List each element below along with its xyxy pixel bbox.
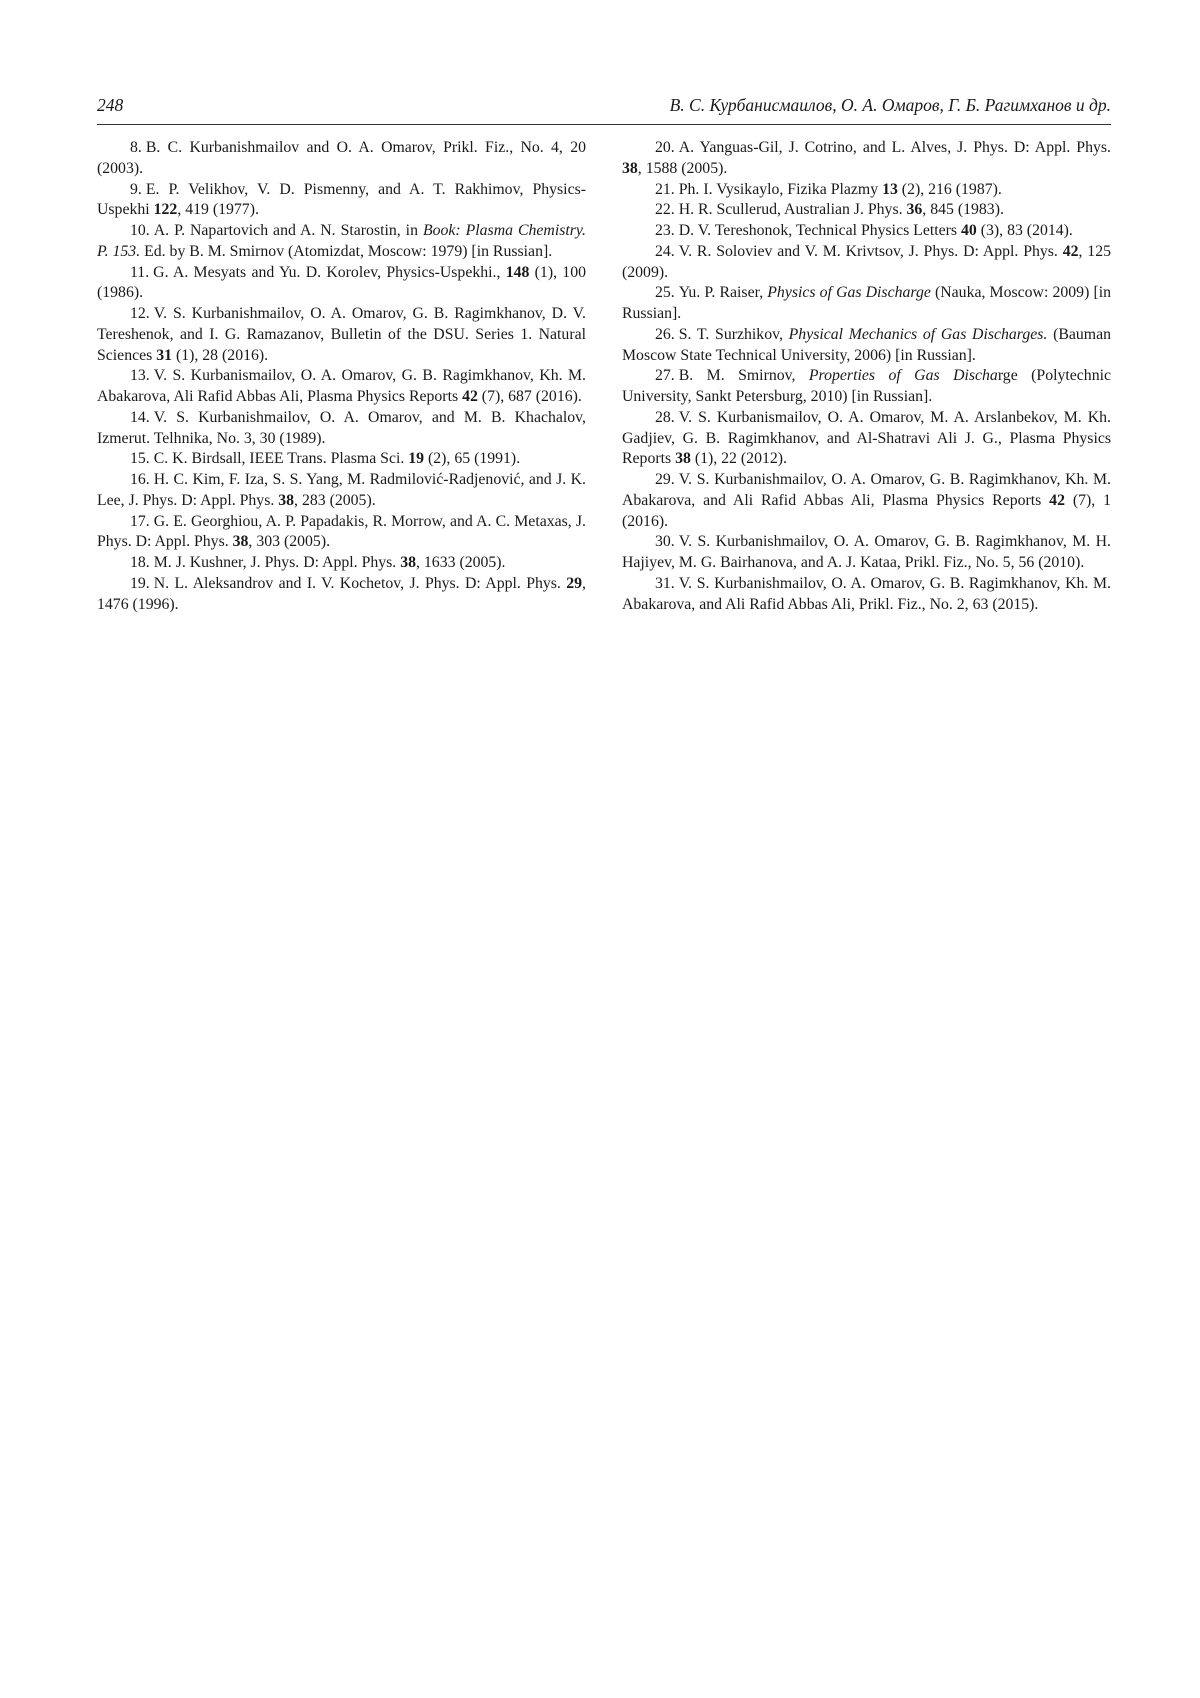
reference-text: H. R. Scullerud, Australian J. Phys. (678, 201, 907, 219)
reference-text: , 1588 (2005). (637, 159, 728, 177)
references-left-column (97, 138, 586, 615)
reference-text: V. S. Kurbanishmailov, O. A. Omarov, G. B. Ragimkhanov, Kh. M. Abakarova, and Ali Rafid Abbas Ali, Prikl. Fiz., No. 2, 63 (2015). (622, 574, 1111, 613)
reference-text: (7), 1 (2016). (622, 491, 1111, 530)
reference-item (97, 263, 586, 305)
reference-item (622, 574, 1111, 616)
reference-text: V. S. Kurbanishmailov, O. A. Omarov, G. B. Ragimkhanov, D. V. Tereshenok, and I. G. Ramazanov, Bulletin of the DSU. Series 1. Natural Sciences (97, 305, 586, 364)
reference-text: V. S. Kurbanishmailov, O. A. Omarov, G. B. Ragimkhanov, M. H. Hajiyev, M. G. Bairhanova, and A. J. Kataa, Prikl. Fiz., No. 5, 56 (2010). (622, 533, 1111, 571)
reference-item (622, 242, 1111, 284)
reference-text: (1), 28 (2016). (172, 346, 269, 364)
reference-number: 28. (655, 408, 675, 426)
reference-volume: 148 (505, 263, 530, 281)
reference-volume: 42 (1062, 242, 1079, 260)
reference-text: (1), 22 (2012). (690, 450, 787, 468)
page-number: 248 (97, 95, 124, 115)
reference-title: Properties of Gas Discha (808, 367, 998, 385)
reference-volume: 38 (400, 554, 416, 571)
reference-item (622, 200, 1111, 221)
reference-number: 24. (655, 242, 675, 260)
reference-text: V. S. Kurbanishmailov, O. A. Omarov, G. B. Ragimkhanov, Kh. M. Abakarova, and Ali Rafid Abbas Ali, Plasma Physics Reports (622, 471, 1111, 509)
reference-number: 18. (130, 554, 150, 571)
reference-number: 19. (130, 574, 150, 592)
reference-item (97, 470, 586, 512)
reference-volume: 122 (153, 201, 178, 219)
reference-text: E. P. Velikhov, V. D. Pismenny, and A. T. Rakhimov, Physics-Uspekhi (97, 180, 586, 219)
references-right-column (622, 138, 1111, 615)
reference-item (97, 221, 586, 263)
reference-number: 23. (655, 222, 675, 239)
reference-text: G. E. Georghiou, A. P. Papadakis, R. Morrow, and A. C. Metaxas, J. Phys. D: Appl. Phys. (97, 512, 586, 551)
reference-number: 17. (130, 512, 150, 530)
reference-title: Physics of Gas Discharge (767, 284, 931, 302)
running-head-authors: В. С. Курбанисмаилов, О. А. Омаров, Г. Б. Рагимханов и др. (669, 95, 1111, 115)
reference-item (97, 553, 586, 574)
reference-number: 22. (655, 201, 675, 219)
reference-text: A. P. Napartovich and A. N. Starostin, in (153, 222, 423, 239)
reference-item (97, 138, 586, 180)
reference-number: 26. (655, 325, 675, 343)
reference-volume: 38 (232, 533, 249, 551)
reference-text: (2), 216 (1987). (897, 180, 1002, 198)
reference-item (97, 304, 586, 366)
reference-text: (1), 100 (1986). (97, 263, 586, 302)
reference-number: 8. (130, 139, 142, 156)
reference-volume: 29 (566, 574, 583, 592)
reference-number: 12. (130, 305, 150, 322)
reference-item (622, 470, 1111, 532)
reference-number: 21. (655, 180, 675, 198)
reference-title: Book: Plasma Chemistry. P. 153. (97, 222, 586, 260)
reference-text: , 283 (2005). (294, 491, 376, 509)
reference-number: 29. (655, 471, 675, 488)
reference-text: B. M. Smirnov, (678, 367, 809, 385)
reference-text: G. A. Mesyats and Yu. D. Korolev, Physics-Uspekhi., (153, 263, 506, 281)
running-head (97, 92, 1111, 118)
reference-text: , 845 (1983). (922, 201, 1004, 219)
reference-volume: 31 (156, 346, 173, 364)
reference-number: 9. (130, 180, 142, 198)
reference-volume: 42 (1049, 491, 1065, 509)
reference-number: 30. (655, 533, 675, 551)
reference-volume: 40 (961, 222, 977, 239)
reference-text: , 1476 (1996). (97, 574, 586, 613)
reference-volume: 38 (278, 491, 295, 509)
reference-item (97, 180, 586, 222)
reference-text: , 1633 (2005). (416, 554, 506, 571)
reference-item (97, 512, 586, 554)
reference-text: (Nauka, Moscow: 2009) [in Russian]. (622, 284, 1111, 322)
reference-item (622, 325, 1111, 367)
reference-text: (2), 65 (1991). (424, 450, 521, 468)
reference-text: S. T. Surzhikov, (678, 325, 789, 343)
reference-number: 11. (130, 263, 150, 281)
reference-text: (Bauman Moscow State Technical University, 2006) [in Russian]. (622, 325, 1111, 364)
reference-number: 10. (130, 222, 150, 239)
reference-number: 16. (130, 471, 150, 488)
reference-text: Yu. P. Raiser, (678, 284, 768, 302)
reference-item (622, 408, 1111, 470)
reference-item (97, 408, 586, 450)
reference-text: C. K. Birdsall, IEEE Trans. Plasma Sci. (153, 450, 409, 468)
reference-item (97, 366, 586, 408)
reference-text: M. J. Kushner, J. Phys. D: Appl. Phys. (153, 554, 401, 571)
reference-number: 31. (655, 574, 675, 592)
reference-item (97, 574, 586, 616)
reference-text: , 303 (2005). (248, 533, 331, 551)
reference-volume: 38 (675, 450, 691, 468)
reference-text: V. S. Kurbanismailov, O. A. Omarov, G. B. Ragimkhanov, Kh. M. Abakarova, Ali Rafid Abbas Ali, Plasma Physics Reports (97, 367, 586, 405)
reference-number: 13. (130, 367, 150, 385)
reference-text: V. R. Soloviev and V. M. Krivtsov, J. Phys. D: Appl. Phys. (678, 242, 1063, 260)
reference-text: (3), 83 (2014). (976, 222, 1073, 239)
header-rule (97, 124, 1111, 125)
reference-volume: 13 (882, 180, 898, 198)
reference-text: , 125 (2009). (622, 242, 1111, 281)
reference-number: 27. (655, 367, 675, 385)
reference-text: V. S. Kurbanishmailov, O. A. Omarov, and M. B. Khachalov, Izmerut. Telhnika, No. 3, 30 (1989). (97, 408, 586, 447)
reference-text: A. Yanguas-Gil, J. Cotrino, and L. Alves, J. Phys. D: Appl. Phys. (678, 139, 1111, 156)
reference-item (622, 366, 1111, 408)
reference-title: Physical Mechanics of Gas Discharges. (788, 325, 1048, 343)
reference-text: , 419 (1977). (177, 201, 259, 219)
reference-volume: 36 (906, 201, 923, 219)
reference-number: 14. (130, 408, 150, 426)
reference-item (622, 138, 1111, 180)
reference-item (622, 283, 1111, 325)
reference-item (622, 532, 1111, 574)
reference-item (97, 449, 586, 470)
reference-text: H. C. Kim, F. Iza, S. S. Yang, M. Radmilović-Radjenović, and J. K. Lee, J. Phys. D: Appl. Phys. (97, 471, 586, 509)
reference-volume: 42 (462, 388, 478, 405)
reference-text: Ph. I. Vysikaylo, Fizika Plazmy (678, 180, 883, 198)
reference-text: N. L. Aleksandrov and I. V. Kochetov, J. Phys. D: Appl. Phys. (153, 574, 567, 592)
reference-text: V. S. Kurbanismailov, O. A. Omarov, M. A. Arslanbekov, M. Kh. Gadjiev, G. B. Ragimkhanov, and Al-Shatravi Ali J. G., Plasma Physics Reports (622, 408, 1111, 468)
reference-text: (7), 687 (2016). (477, 388, 582, 405)
reference-item (622, 180, 1111, 201)
reference-item (622, 221, 1111, 242)
reference-number: 25. (655, 284, 675, 302)
reference-text: B. C. Kurbanishmailov and O. A. Omarov, Prikl. Fiz., No. 4, 20 (2003). (97, 139, 586, 177)
reference-number: 20. (655, 139, 675, 156)
reference-number: 15. (130, 450, 150, 468)
reference-volume: 38 (622, 159, 638, 177)
reference-text: D. V. Tereshonok, Technical Physics Letters (678, 222, 961, 239)
reference-volume: 19 (408, 450, 425, 468)
reference-text: rge (Polytechnic University, Sankt Petersburg, 2010) [in Russian]. (622, 367, 1111, 405)
reference-text: Ed. by B. M. Smirnov (Atomizdat, Moscow: 1979) [in Russian]. (140, 242, 553, 260)
